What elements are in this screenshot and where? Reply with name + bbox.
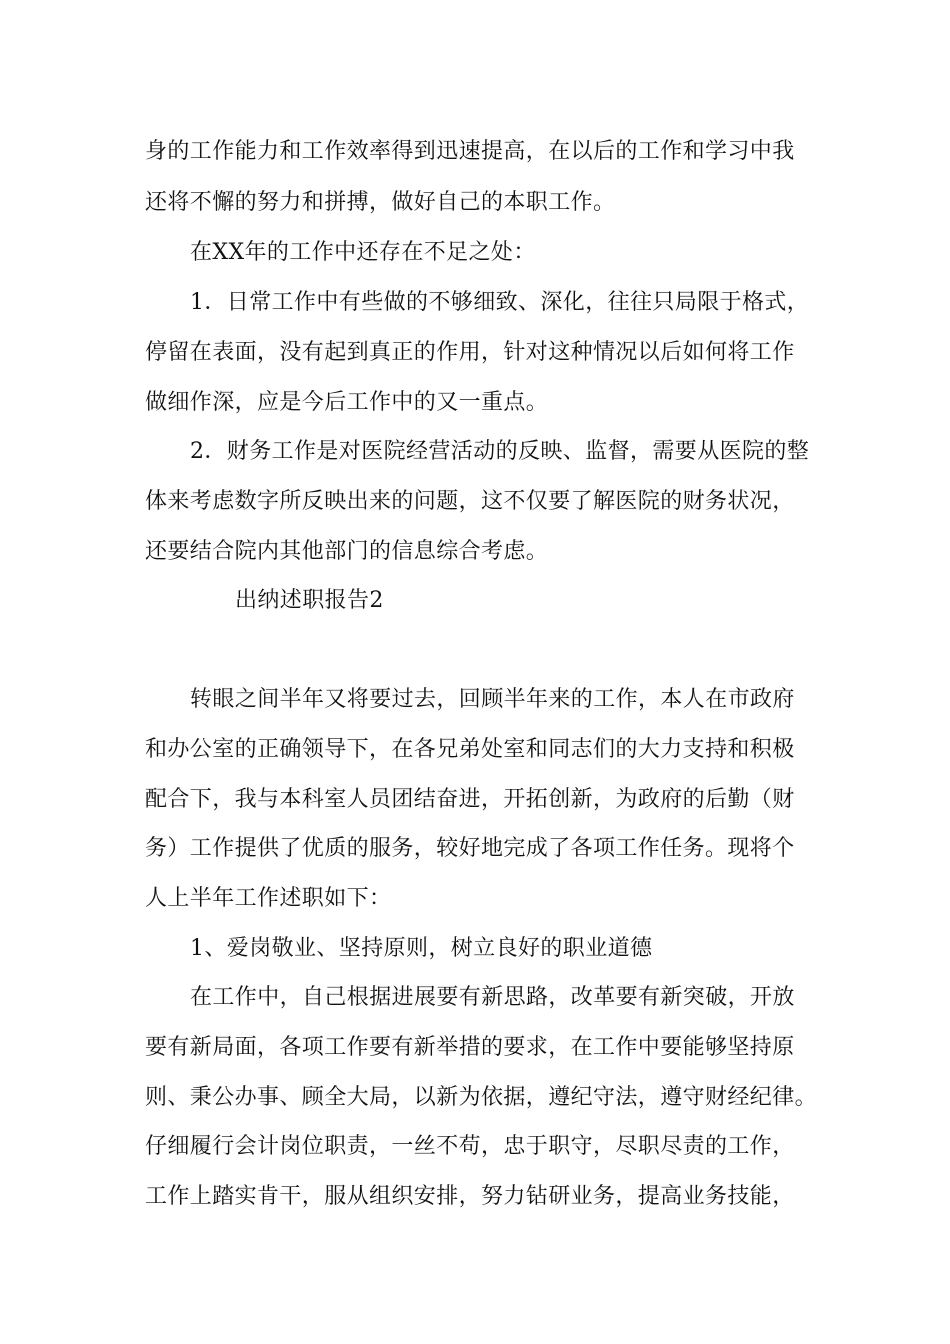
paragraph-line: 人上半年工作述职如下： (145, 886, 392, 911)
paragraph-line: 务）工作提供了优质的服务，较好地完成了各项工作任务。现将个 (145, 836, 795, 861)
list-item-line: 2．财务工作是对医院经营活动的反映、监督，需要从医院的整 (190, 439, 810, 464)
paragraph-line: 身的工作能力和工作效率得到迅速提高，在以后的工作和学习中我 (145, 139, 795, 164)
list-item-line: 1．日常工作中有些做的不够细致、深化，往往只局限于格式， (190, 290, 810, 315)
subheading-line: 1、爱岗敬业、坚持原则，树立良好的职业道德 (190, 936, 653, 961)
paragraph-line: 体来考虑数字所反映出来的问题，这不仅要了解医院的财务状况， (145, 489, 795, 514)
paragraph-line: 还将不懈的努力和拼搏，做好自己的本职工作。 (145, 190, 616, 215)
paragraph-line: 停留在表面，没有起到真正的作用，针对这种情况以后如何将工作 (145, 340, 795, 365)
paragraph-line: 仔细履行会计岗位职责，一丝不苟，忠于职守，尽职尽责的工作， (145, 1134, 795, 1159)
paragraph-line: 还要结合院内其他部门的信息综合考虑。 (145, 539, 549, 564)
paragraph-line: 要有新局面，各项工作要有新举措的要求，在工作中要能够坚持原 (145, 1035, 795, 1060)
paragraph-line: 和办公室的正确领导下，在各兄弟处室和同志们的大力支持和积极 (145, 737, 795, 762)
paragraph-line: 转眼之间半年又将要过去，回顾半年来的工作，本人在市政府 (190, 687, 795, 712)
paragraph-line: 做细作深，应是今后工作中的又一重点。 (145, 390, 549, 415)
paragraph-line: 配合下，我与本科室人员团结奋进，开拓创新，为政府的后勤（财 (145, 787, 795, 812)
paragraph-line: 在XX年的工作中还存在不足之处： (190, 240, 536, 265)
paragraph-line: 在工作中，自己根据进展要有新思路，改革要有新突破，开放 (190, 985, 795, 1010)
paragraph-line: 工作上踏实肯干，服从组织安排，努力钻研业务，提高业务技能， (145, 1184, 795, 1209)
paragraph-line: 则、秉公办事、顾全大局，以新为依据，遵纪守法，遵守财经纪律。 (145, 1085, 818, 1110)
section-title: 出纳述职报告2 (235, 588, 384, 613)
